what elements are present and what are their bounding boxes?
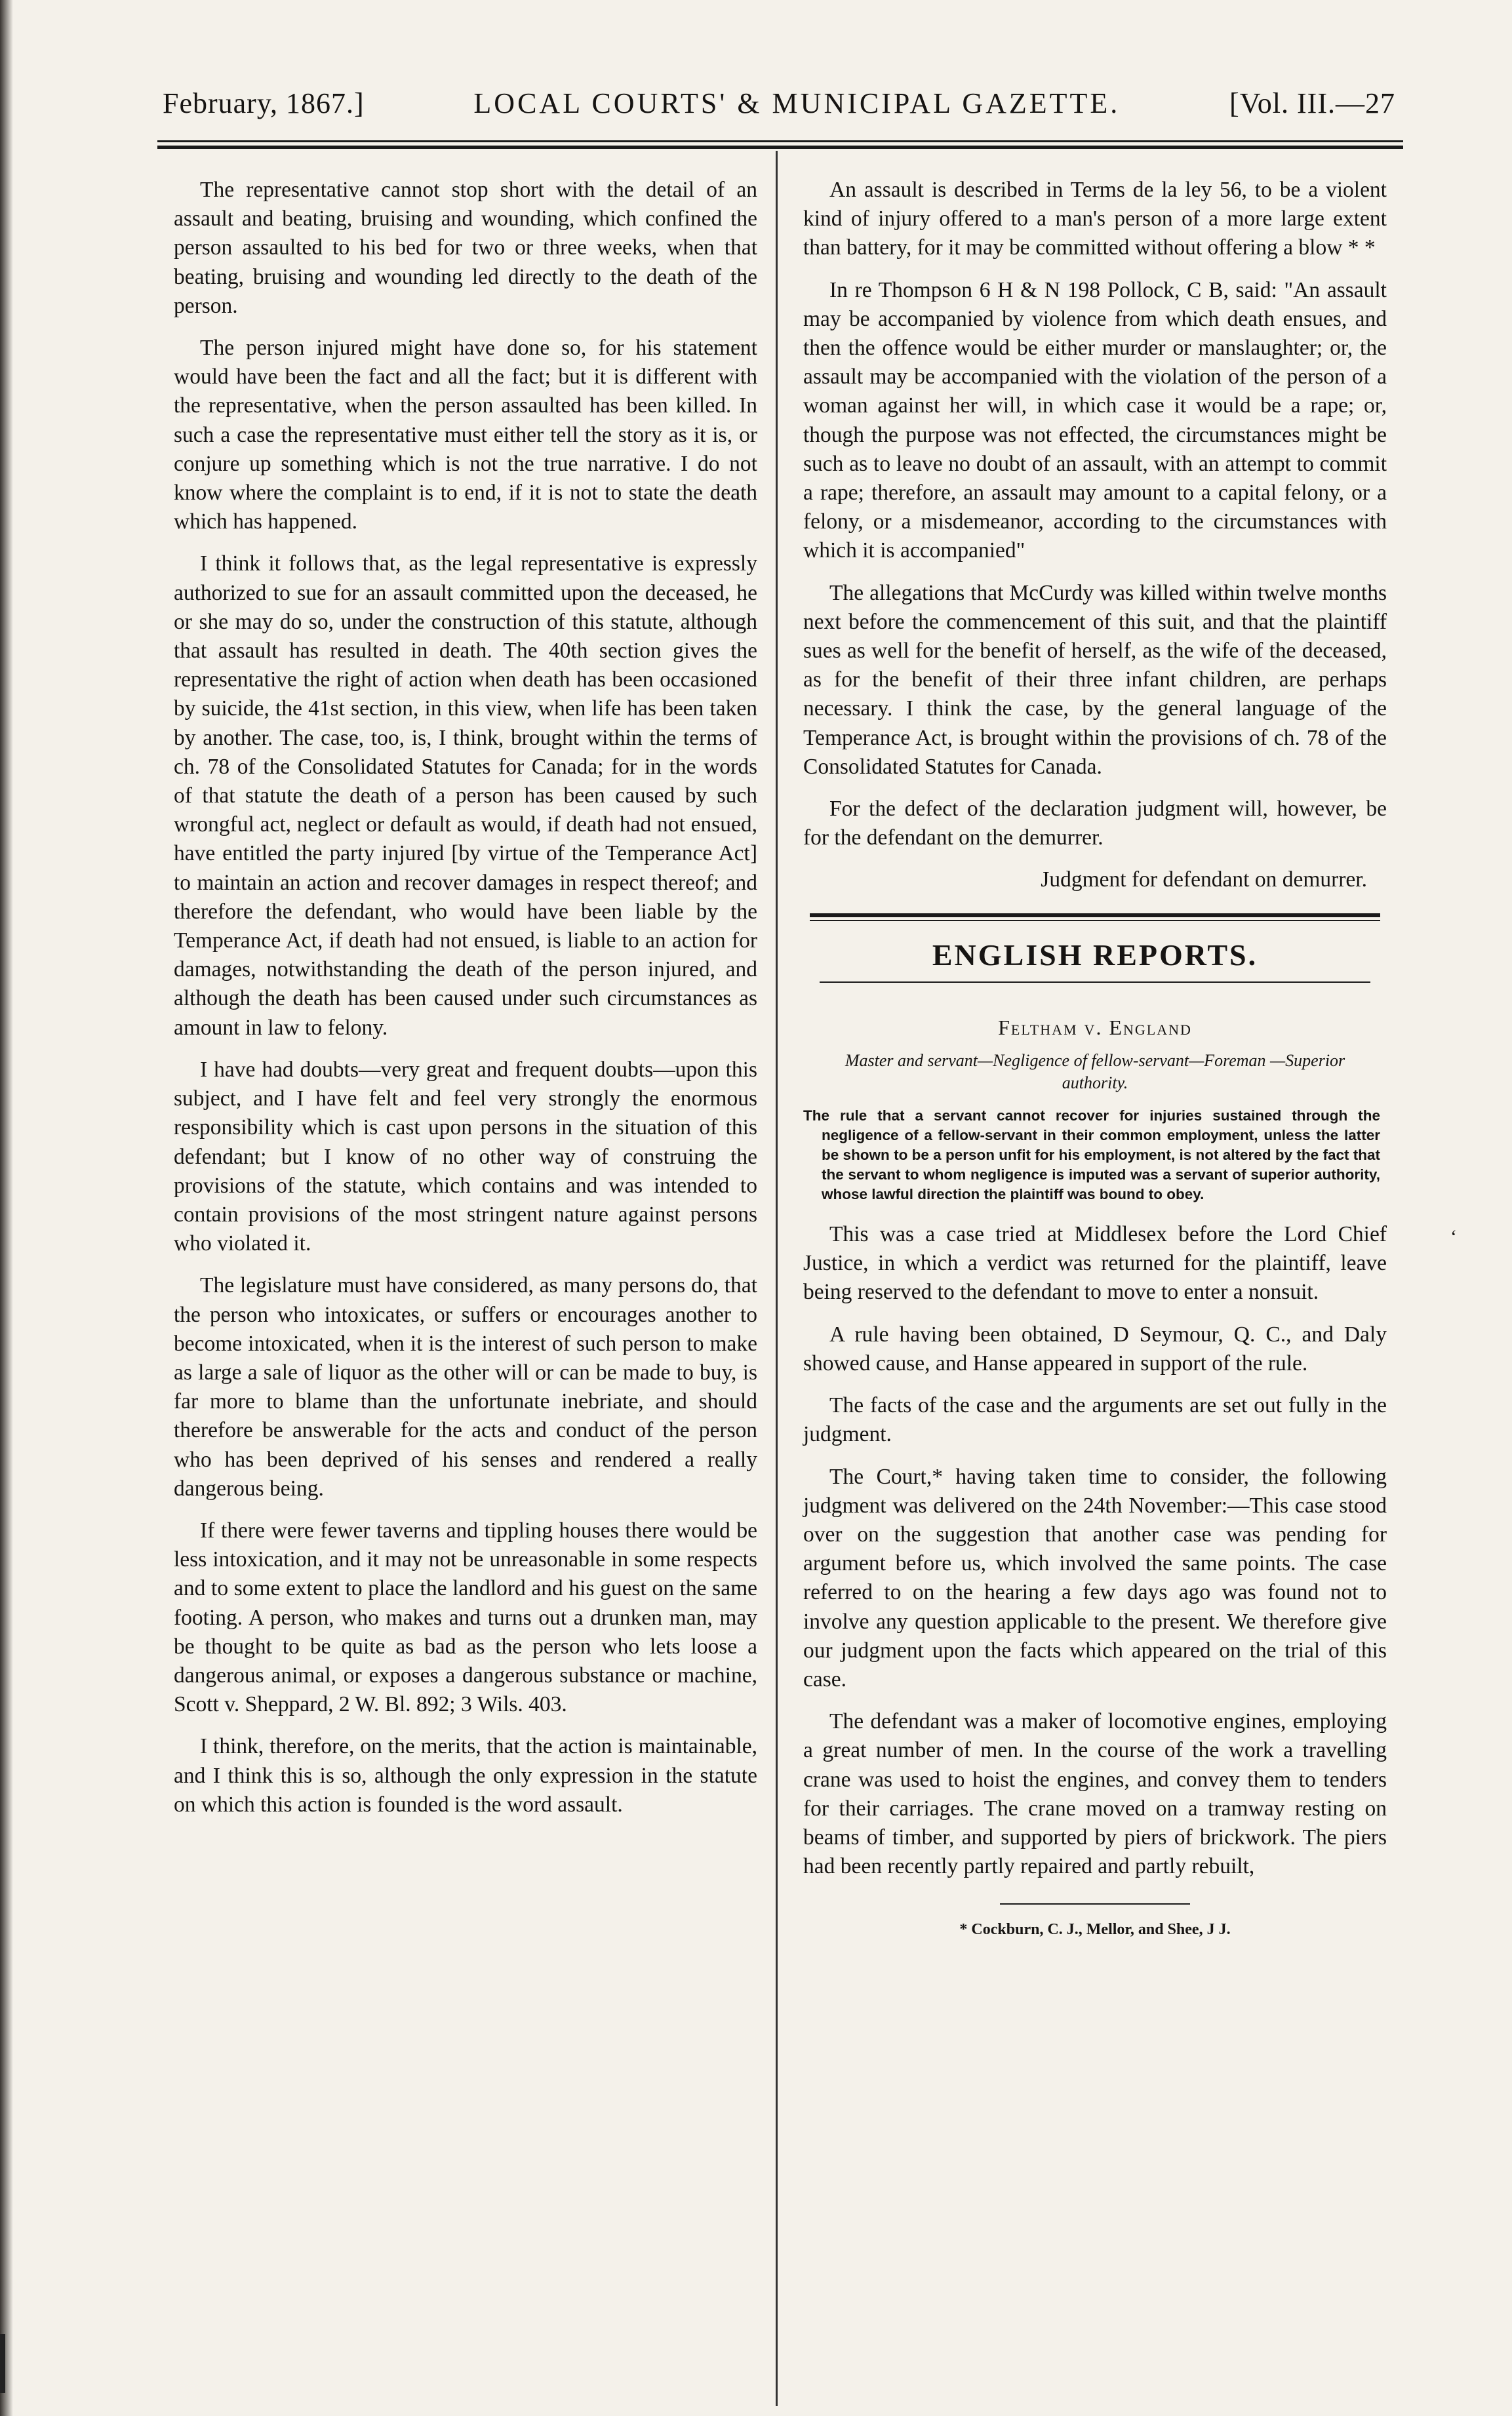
section-title-rule: [820, 981, 1370, 983]
left-paragraph-4: I have had doubts—very great and frequent doubts—upon this subject, and I have felt and feel very strongly the enormous responsibility which is cast upon persons in the situation of this defendant; but I know of no other way of construing the provisions of the statute, which contains and was intended to contain provisions of the most stringent nature against persons who violated it.: [174, 1057, 757, 1256]
left-paragraph-6: If there were fewer taverns and tippling houses there would be less intoxication, and it may not be unreasonable in some respects and to some extent to place the landlord and his guest on the same footing. A person, who makes and turns out a drunken man, may be thought to be quite as bad as the person who lets loose a dangerous animal, or exposes a dangerous substance or machine, Scott v. Sheppard, 2 W. Bl. 892; 3 Wils. 403.: [174, 1518, 757, 1717]
case-paragraph-4: The Court,* having taken time to consider, the following judgment was delivered on the 24th November:—This case stood over on the suggestion that another case was pending for argument before us, which involved the same points. The case referred to on the hearing a few days ago was found not to involve any question applicable to the present. We therefore give our judgment upon the facts which appeared on the trial of this case.: [803, 1464, 1387, 1692]
right-paragraph-2: In re Thompson 6 H & N 198 Pollock, C B, said: "An assault may be accompanied by violence from which death ensues, and then the offence would be either murder or manslaughter; or, the assault may be accompanied with the violation of the person of a woman against her will, in which case it would be a rape; or, though the purpose was not effected, the circumstances might be such as to leave no doubt of an assault, with an attempt to commit a rape; therefore, an assault may amount to a capital felony, or a felony, or a misdemeanor, according to the circumstances with which it is accompanied": [803, 277, 1387, 563]
right-column: [803, 176, 1387, 1945]
case-paragraph-2: A rule having been obtained, D Seymour, Q. C., and Daly showed cause, and Hanse appeared in support of the rule.: [803, 1322, 1387, 1376]
left-paragraph-1: The representative cannot stop short with the detail of an assault and beating, bruising and wounding, which confined the person assaulted to his bed for two or three weeks, when that beating, bruising and wounding led directly to the death of the person.: [174, 178, 757, 318]
column-divider: [776, 151, 778, 2406]
header-rule-lower: [157, 146, 1403, 149]
page-header: [163, 87, 1395, 132]
section-title: ENGLISH REPORTS.: [932, 938, 1258, 972]
left-column: [174, 176, 757, 1832]
case-title: Feltham v. England: [998, 1015, 1192, 1039]
judgment-line: Judgment for defendant on demurrer.: [1041, 867, 1367, 892]
separator-thin-rule: [810, 920, 1380, 921]
case-headnote: The rule that a servant cannot recover for injuries sustained through the negligence of a fellow-servant in their common employment, unless the latter be shown to be a person unfit for his employment, is not altered by the fact that the servant to whom negligence is imputed was a servant of superior authority, whose lawful direction the plaintiff was bound to obey.: [803, 1107, 1380, 1203]
header-date: February, 1867.]: [163, 87, 365, 119]
case-paragraph-1: This was a case tried at Middlesex before the Lord Chief Justice, in which a verdict was returned for the plaintiff, leave being reserved to the defendant to move to enter a nonsuit.: [803, 1222, 1387, 1305]
section-separator: [803, 913, 1387, 921]
binding-mark: [0, 2334, 5, 2393]
header-title: LOCAL COURTS' & MUNICIPAL GAZETTE.: [473, 87, 1121, 119]
left-paragraph-7: I think, therefore, on the merits, that the action is maintainable, and I think this is so, although the only expression in the statute on which this action is founded is the word assault.: [174, 1734, 757, 1817]
left-paragraph-2: The person injured might have done so, for his statement would have been the fact and all the fact; but it is different with the representative, when the person assaulted has been killed. In such a case the representative must either tell the story as it is, or conjure up something which is not the true narrative. I do not know where the complaint is to end, if it is not to state the death which has happened.: [174, 336, 757, 534]
right-paragraph-4: For the defect of the declaration judgment will, however, be for the defendant on the demurrer.: [803, 797, 1387, 850]
case-paragraph-5: The defendant was a maker of locomotive engines, employing a great number of men. In the course of the work a travelling crane was used to hoist the engines, and convey them to tenders for their carriages. The crane moved on a tramway resting on beams of timber, and supported by piers of brickwork. The piers had been recently partly repaired and partly rebuilt,: [803, 1709, 1387, 1879]
header-rule-upper: [157, 140, 1403, 142]
right-paragraph-3: The allegations that McCurdy was killed within twelve months next before the commencement of this suit, and that the plaintiff sues as well for the benefit of herself, as the wife of the deceased, as for the benefit of their three infant children, are perhaps necessary. I think the case, by the general language of the Temperance Act, is brought within the provisions of ch. 78 of the Consolidated Statutes for Canada.: [803, 580, 1387, 779]
separator-thick-rule: [810, 913, 1380, 917]
binding-shadow: [0, 0, 13, 2416]
case-subject: Master and servant—Negligence of fellow-servant—Foreman —Superior authority.: [845, 1051, 1345, 1093]
margin-mark: ʻ: [1450, 1226, 1457, 1248]
header-volume: [Vol. III.—27: [1229, 87, 1395, 119]
footnote-rule: [1000, 1903, 1190, 1905]
left-paragraph-5: The legislature must have considered, as many persons do, that the person who intoxicates, or suffers or encourages another to become intoxicated, when it is the interest of such person to make as large a sale of liquor as the other will or can be made to buy, is far more to blame than the unfortunate inebriate, and should therefore be answerable for the acts and conduct of the person who has been deprived of his senses and rendered a really dangerous being.: [174, 1273, 757, 1501]
right-paragraph-1: An assault is described in Terms de la ley 56, to be a violent kind of injury offered to a man's person of a more large extent than battery, for it may be committed without offering a blow * *: [803, 178, 1387, 260]
case-paragraph-3: The facts of the case and the arguments are set out fully in the judgment.: [803, 1393, 1387, 1447]
footnote: * Cockburn, C. J., Mellor, and Shee, J J.: [959, 1921, 1231, 1939]
left-paragraph-3: I think it follows that, as the legal representative is expressly authorized to sue for an assault committed upon the deceased, he or she may do so, under the construction of this statute, although that assault has resulted in death. The 40th section gives the representative the right of action when death has been occasioned by suicide, the 41st section, in this view, when life has been taken by another. The case, too, is, I think, brought within the terms of ch. 78 of the Consolidated Statutes for Canada; for in the words of that statute the death of a person has been caused by such wrongful act, neglect or default as would, if death had not ensued, have entitled the party injured [by virtue of the Temperance Act] to maintain an action and recover damages in respect thereof; and therefore the defendant, who would have been liable by the Temperance Act, if death had not ensued, is liable to an action for damages, notwithstanding the death of the person injured, and although the death has been caused under such circumstances as amount in law to felony.: [174, 551, 757, 1040]
